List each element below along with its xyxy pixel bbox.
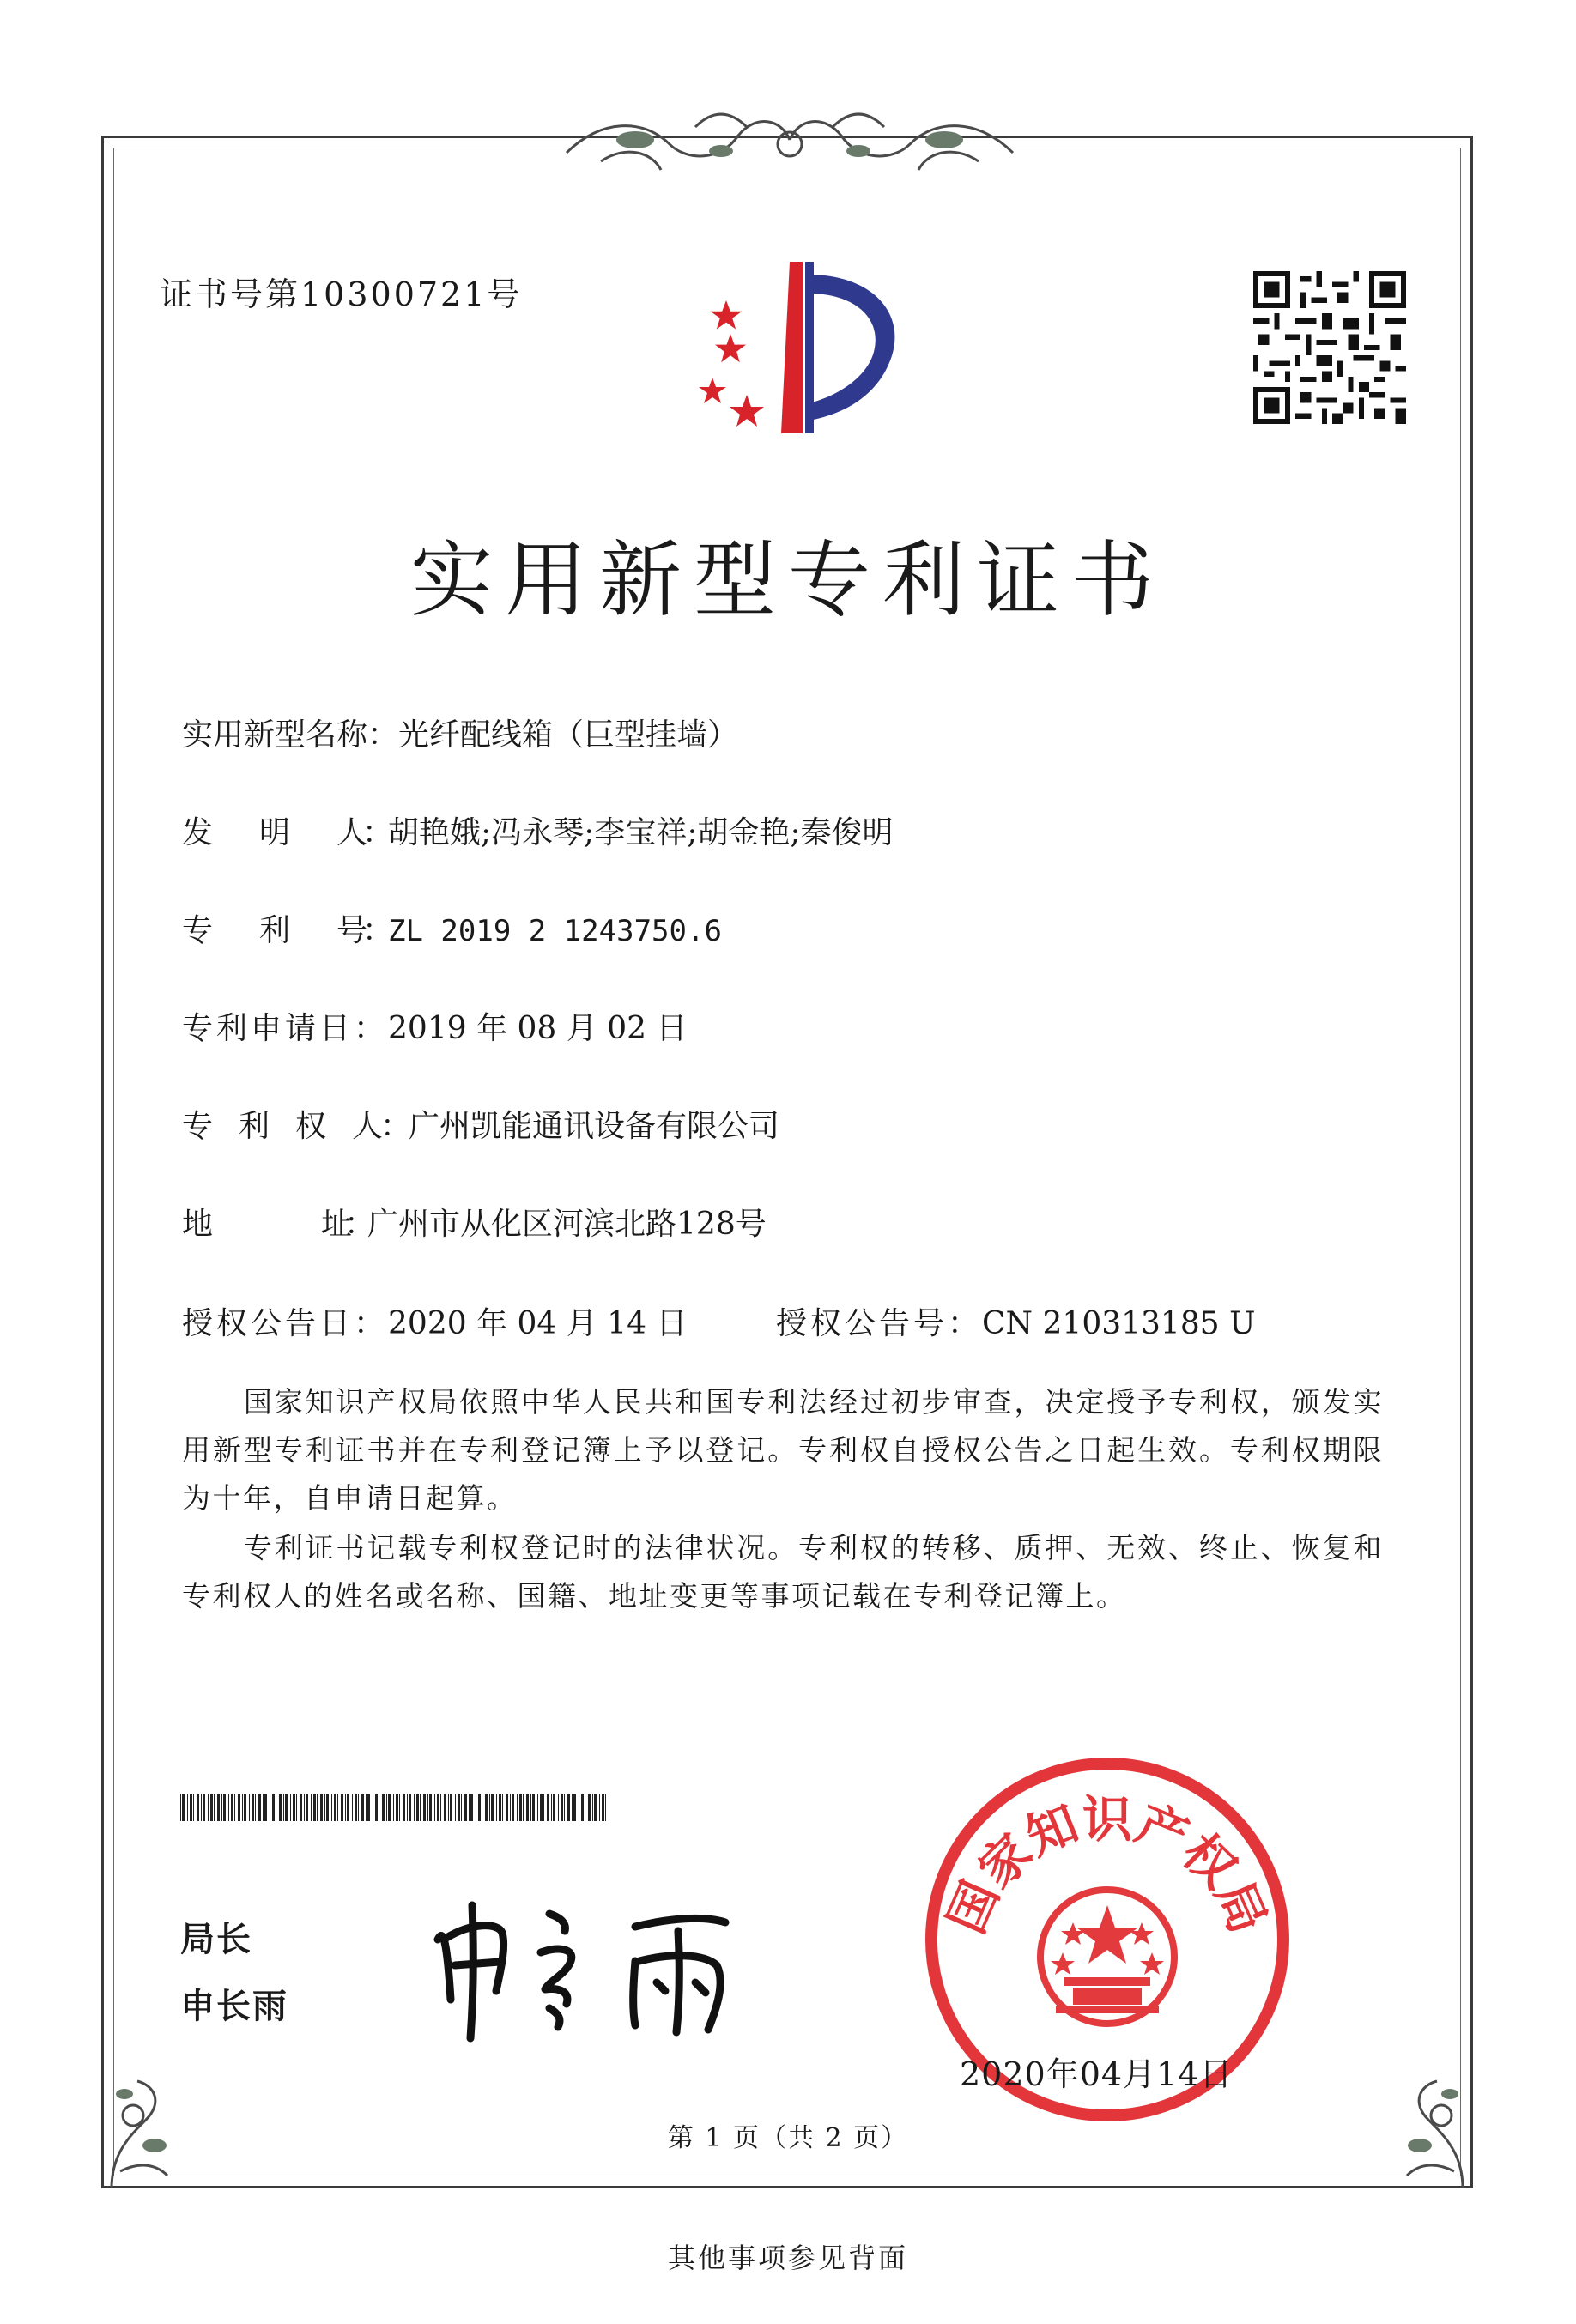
field-label: 地 址： xyxy=(182,1207,368,1242)
field-label: 专 利 号： xyxy=(182,913,389,948)
field-label: 专 利 权 人： xyxy=(182,1109,409,1144)
director-name: 申长雨 xyxy=(180,1987,288,2026)
field-label: 发 明 人： xyxy=(182,815,389,850)
field-patent-number xyxy=(182,906,722,950)
field-label: 专利申请日： xyxy=(182,1011,389,1046)
director-title: 局长 xyxy=(180,1920,252,1959)
field-value: 胡艳娥;冯永琴;李宝祥;胡金艳;秦俊明 xyxy=(388,815,894,850)
field-inventors xyxy=(182,808,894,852)
field-utility-model-name xyxy=(182,711,738,754)
director-signature xyxy=(421,1879,781,2051)
body-paragraph-2: 专利证书记载专利权登记时的法律状况。专利权的转移、质押、无效、终止、恢复和专利权人的姓名或名称、国籍、地址变更等事项记载在专利登记簿上。 xyxy=(182,1531,1384,1613)
field-value: 2019 年 08 月 02 日 xyxy=(388,1011,688,1046)
page-number: 第 1 页（共 2 页） xyxy=(667,2123,909,2153)
field-filing-date xyxy=(182,1004,687,1048)
field-label: 实用新型名称： xyxy=(182,717,399,753)
certificate-number: 证书号第10300721号 xyxy=(160,275,523,313)
cnipa-emblem-icon xyxy=(661,249,918,455)
field-value: 2020 年 04 月 14 日 xyxy=(388,1306,688,1341)
field-grant-number xyxy=(776,1299,1255,1343)
field-value: ZL 2019 2 1243750.6 xyxy=(388,914,722,948)
field-value: CN 210313185 U xyxy=(982,1306,1256,1341)
field-patentee xyxy=(182,1102,779,1146)
top-ornament xyxy=(549,101,1030,187)
seal-date: 2020年04月14日 xyxy=(960,2055,1234,2093)
field-label: 授权公告日： xyxy=(182,1306,389,1341)
field-value: 光纤配线箱（巨型挂墙） xyxy=(398,717,739,753)
back-side-note: 其他事项参见背面 xyxy=(667,2242,908,2274)
body-paragraph-1: 国家知识产权局依照中华人民共和国专利法经过初步审查，决定授予专利权，颁发实用新型专利证书并在专利登记簿上予以登记。专利权自授权公告之日起生效。专利权期限为十年，自申请日起算。 xyxy=(182,1385,1384,1515)
seal-text: 国家知识产权局 xyxy=(937,1790,1278,1942)
field-label: 授权公告号： xyxy=(776,1306,983,1341)
field-value: 广州市从化区河滨北路128号 xyxy=(367,1207,767,1242)
field-address xyxy=(182,1200,767,1244)
field-value: 广州凯能通讯设备有限公司 xyxy=(409,1109,780,1144)
barcode-icon xyxy=(180,1794,609,1821)
certificate-title: 实用新型专利证书 xyxy=(410,532,1166,628)
qr-code-icon xyxy=(1253,271,1406,424)
field-grant-date xyxy=(182,1299,687,1343)
